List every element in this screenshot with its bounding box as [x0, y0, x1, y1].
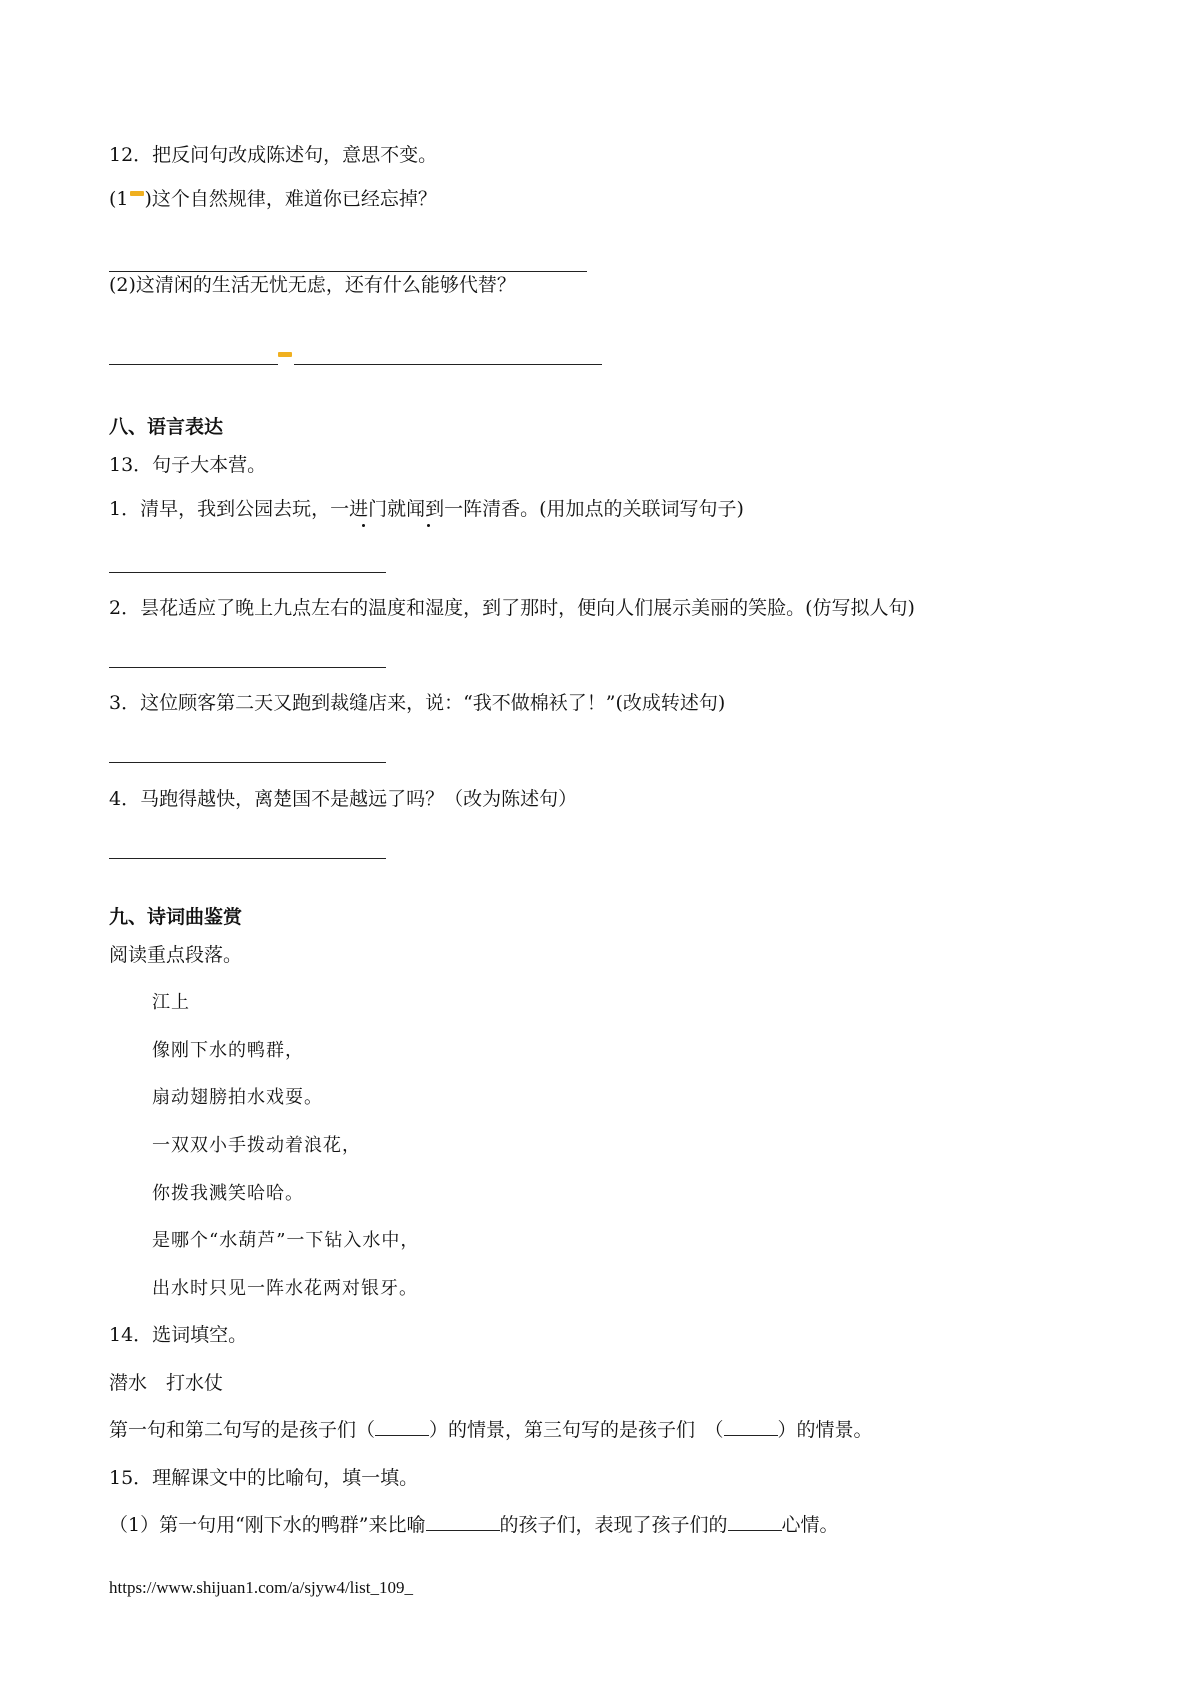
fill-blank-1[interactable]: [375, 1417, 429, 1436]
question-12-item-2: (2)这清闲的生活无忧无虑，还有什么能够代替？: [109, 274, 516, 296]
poem-line: 江上: [152, 992, 190, 1013]
emphasis-dot-icon: [427, 524, 430, 527]
answer-line-13-2[interactable]: [109, 667, 386, 668]
question-13-item-4: 4．马跑得越快，离楚国不是越远了吗？（改为陈述句）: [109, 788, 578, 810]
q15-text-b: 的孩子们，表现了孩子们的: [499, 1514, 728, 1536]
q14-text-a: 第一句和第二句写的是孩子们（: [109, 1419, 376, 1441]
highlight-mark-icon: [278, 352, 292, 357]
question-12-item-1: [109, 186, 437, 212]
question-13-item-2: 2．昙花适应了晚上九点左右的温度和湿度，到了那时，便向人们展示美丽的笑脸。(仿写拟人句): [109, 597, 915, 619]
question-14-title: 14．选词填空。: [109, 1324, 248, 1346]
answer-line-13-4[interactable]: [109, 858, 386, 859]
answer-line-13-1[interactable]: [109, 572, 386, 573]
poem-line: 像刚下水的鸭群，: [152, 1040, 304, 1061]
q14-text-c: ）的情景。: [777, 1419, 873, 1441]
q15-text-c: 心情。: [781, 1514, 839, 1536]
q15-text-a: （1）第一句用“刚下水的鸭群”来比喻: [109, 1514, 426, 1536]
emphasis-dot-icon: [362, 524, 365, 527]
poem-line: 是哪个“水葫芦”一下钻入水中，: [152, 1230, 420, 1251]
fill-blank-4[interactable]: [728, 1512, 782, 1531]
q14-text-b: ）的情景，第三句写的是孩子们 （: [429, 1419, 724, 1441]
poem-line: 扇动翅膀拍水戏耍。: [152, 1087, 323, 1108]
question-13-item-3: 3．这位顾客第二天又跑到裁缝店来，说：“我不做棉袄了！”(改成转述句): [109, 692, 726, 714]
question-15-item-1: [109, 1512, 839, 1538]
poem-line: 出水时只见一阵水花两对银牙。: [152, 1278, 418, 1299]
section-8-heading: 八、语言表达: [109, 416, 224, 438]
question-12-title: 12．把反问句改成陈述句，意思不变。: [109, 144, 438, 166]
fill-blank-2[interactable]: [724, 1417, 778, 1436]
item-1-text: )这个自然规律，难道你已经忘掉？: [144, 188, 437, 210]
answer-line-12-2a[interactable]: [109, 364, 278, 365]
question-13-title: 13．句子大本营。: [109, 454, 267, 476]
question-15-title: 15．理解课文中的比喻句，填一填。: [109, 1467, 419, 1489]
section-9-heading: 九、诗词曲鉴赏: [109, 906, 243, 928]
footer-url[interactable]: https://www.shijuan1.com/a/sjyw4/list_109_: [109, 1578, 413, 1597]
reading-intro: 阅读重点段落。: [109, 944, 243, 966]
fill-blank-3[interactable]: [426, 1512, 500, 1531]
answer-line-13-3[interactable]: [109, 762, 386, 763]
item-1-prefix: (1: [109, 188, 129, 210]
question-14-sentence: [109, 1417, 873, 1443]
poem-line: 一双双小手拨动着浪花，: [152, 1135, 361, 1156]
answer-line-12-2b[interactable]: [294, 364, 602, 365]
question-13-item-1: 1．清早，我到公园去玩，一进门就闻到一阵清香。(用加点的关联词写句子): [109, 498, 744, 520]
poem-line: 你拨我溅笑哈哈。: [152, 1183, 304, 1204]
question-14-word-bank: 潜水 打水仗: [109, 1372, 224, 1394]
